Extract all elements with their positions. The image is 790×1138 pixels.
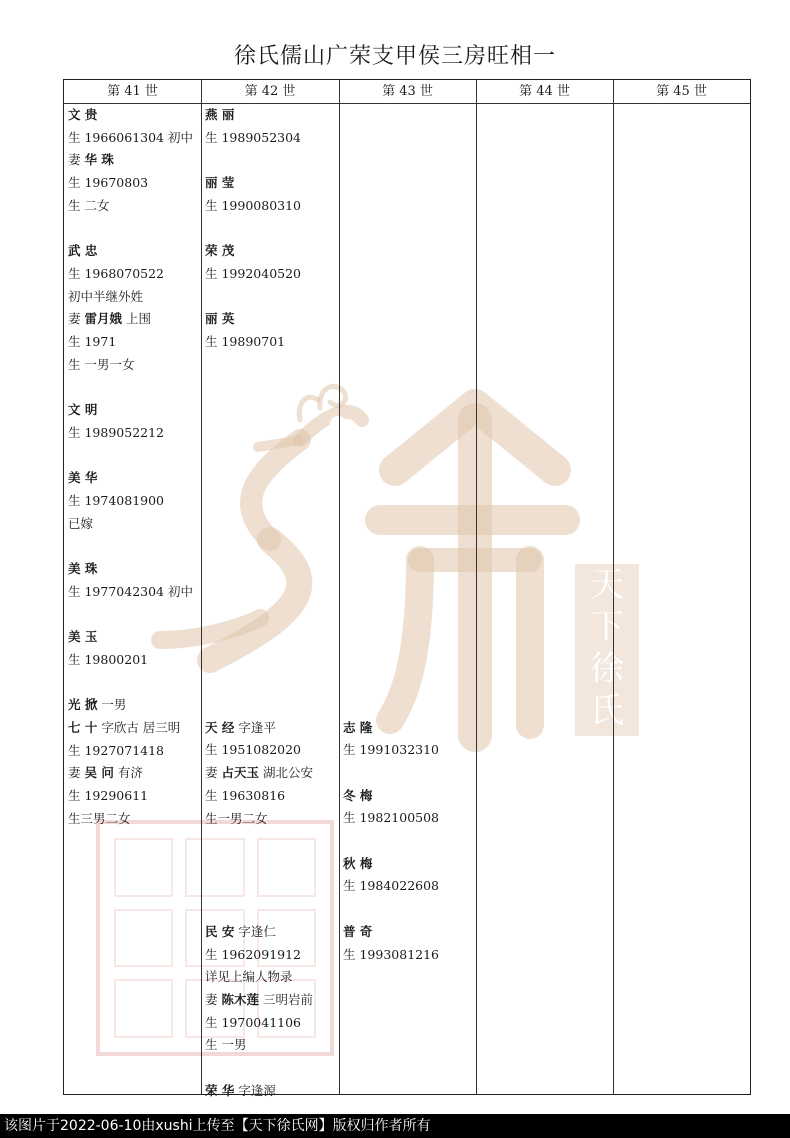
entry-name	[68, 399, 200, 422]
entry-detail: 生 19630816	[205, 787, 286, 803]
spacer	[343, 149, 473, 172]
spacer	[343, 286, 473, 309]
person-name: 华 珠	[84, 152, 114, 168]
entry-detail: 生 1990080310	[205, 197, 302, 213]
spacer	[205, 558, 337, 581]
badge-char: 氏	[590, 691, 624, 731]
spacer	[205, 535, 337, 558]
person-name: 冬 梅	[343, 787, 373, 803]
person-note: 上围	[122, 311, 151, 327]
spacer	[205, 218, 337, 241]
spacer	[343, 467, 473, 490]
entry-name	[68, 717, 200, 740]
spacer	[205, 467, 337, 490]
entry-detail: 生 1927071418	[68, 742, 165, 758]
entry-detail: 生一男二女	[205, 810, 268, 826]
entry-detail: 生 1977042304 初中	[68, 583, 193, 599]
person-name: 荣 茂	[205, 243, 235, 259]
person-name: 美 玉	[68, 629, 98, 645]
spouse-prefix: 妻	[205, 992, 222, 1008]
spacer	[205, 1057, 337, 1080]
person-name: 民 安	[205, 923, 235, 939]
spacer	[343, 580, 473, 603]
entry-detail: 生 1966061304 初中	[68, 129, 193, 145]
entry-detail: 生 1962091912	[205, 946, 302, 962]
footer-copyright: 该图片于2022-06-10由xushi上传至【天下徐氏网】版权归作者所有	[0, 1114, 790, 1138]
person-name: 文 贵	[68, 107, 98, 122]
entry-name	[205, 172, 337, 195]
person-note: 字欣古 居三明	[97, 719, 181, 735]
spacer	[68, 672, 200, 695]
entry-detail: 生 一男	[205, 1037, 247, 1053]
spacer	[343, 263, 473, 286]
person-name: 吴 问	[84, 765, 114, 781]
entry-detail: 生 1971	[68, 334, 117, 350]
spacer	[205, 898, 337, 921]
person-note: 字逢仁	[234, 923, 276, 939]
spacer	[68, 376, 200, 399]
spouse-prefix: 妻	[68, 152, 85, 168]
spacer	[343, 512, 473, 535]
entry-detail: 生 19890701	[205, 333, 286, 349]
badge-char: 下	[590, 607, 624, 647]
entry-name	[68, 694, 200, 717]
column-divider	[476, 80, 477, 1094]
entry-detail: 生 1989052212	[68, 424, 165, 440]
spacer	[68, 218, 200, 241]
spacer	[343, 354, 473, 377]
badge-char: 徐	[590, 649, 624, 689]
spacer	[205, 671, 337, 694]
person-name: 荣 华	[205, 1082, 235, 1098]
entry-detail: 生 1974081900	[68, 492, 165, 508]
spacer	[343, 490, 473, 513]
person-name: 燕 丽	[205, 107, 235, 122]
column-divider	[339, 80, 340, 1094]
person-name: 普 奇	[343, 923, 373, 939]
person-name: 秋 梅	[343, 855, 373, 871]
spacer	[343, 603, 473, 626]
person-name: 雷月娥	[84, 311, 122, 327]
person-note: 三明岩前	[259, 992, 313, 1008]
person-note: 字逢源	[234, 1082, 276, 1098]
person-name: 天 经	[205, 719, 235, 735]
spacer	[343, 830, 473, 853]
column-gen-42	[205, 104, 337, 1103]
entry-name	[343, 853, 473, 876]
entry-name	[68, 308, 200, 331]
person-name: 丽 莹	[205, 175, 235, 191]
person-name: 美 华	[68, 470, 98, 486]
spacer	[205, 444, 337, 467]
person-name: 武 忠	[68, 243, 98, 259]
entry-detail: 生 1968070522	[68, 265, 165, 281]
entry-name	[68, 762, 200, 785]
entry-detail: 生 19670803	[68, 175, 149, 191]
spacer	[343, 308, 473, 331]
spacer	[68, 603, 200, 626]
spacer	[205, 876, 337, 899]
spacer	[205, 581, 337, 604]
entry-detail: 生 19290611	[68, 788, 149, 803]
column-header-43: 第 43 世	[382, 84, 433, 99]
spacer	[68, 445, 200, 468]
entry-detail: 生三男二女	[68, 810, 131, 826]
spacer	[68, 535, 200, 558]
spacer	[343, 399, 473, 422]
entry-name	[68, 104, 200, 127]
entry-name	[343, 921, 473, 944]
spacer	[205, 853, 337, 876]
entry-name	[68, 240, 200, 263]
person-note: 湖北公安	[259, 765, 313, 781]
spacer	[205, 376, 337, 399]
spacer	[343, 558, 473, 581]
entry-detail: 生 一男一女	[68, 356, 135, 372]
spacer	[343, 444, 473, 467]
entry-name	[205, 1080, 337, 1103]
person-name: 光 掀	[68, 697, 98, 713]
page-title: 徐氏儒山广荣支甲侯三房旺相一	[233, 44, 556, 69]
spacer	[343, 104, 473, 127]
column-divider	[613, 80, 614, 1094]
badge-char: 天	[590, 565, 624, 605]
spacer	[343, 376, 473, 399]
entry-name	[205, 717, 337, 740]
column-gen-41	[68, 104, 200, 830]
spacer	[343, 762, 473, 785]
person-name: 七 十	[68, 719, 98, 735]
column-header-44: 第 44 世	[519, 84, 570, 99]
spacer	[343, 626, 473, 649]
spacer	[205, 694, 337, 717]
entry-name	[68, 558, 200, 581]
entry-name	[68, 626, 200, 649]
spacer	[343, 127, 473, 150]
spacer	[343, 649, 473, 672]
entry-detail: 生 1984022608	[343, 878, 440, 894]
spacer	[343, 331, 473, 354]
spacer	[205, 649, 337, 672]
spacer	[205, 603, 337, 626]
column-header-45: 第 45 世	[656, 84, 707, 99]
spacer	[343, 195, 473, 218]
spacer	[205, 830, 337, 853]
column-gen-43	[343, 104, 473, 966]
entry-detail: 详见上编人物录	[205, 969, 293, 985]
entry-detail: 生 1993081216	[343, 946, 440, 962]
spacer	[343, 422, 473, 445]
person-name: 陈木莲	[221, 992, 259, 1008]
entry-detail: 已嫁	[68, 515, 94, 531]
person-name: 丽 英	[205, 311, 235, 327]
entry-name	[205, 104, 337, 127]
spouse-prefix: 妻	[205, 765, 222, 781]
spacer	[343, 694, 473, 717]
entry-detail: 生 二女	[68, 197, 110, 213]
person-name: 志 隆	[343, 719, 373, 735]
entry-name	[343, 785, 473, 808]
entry-name	[205, 308, 337, 331]
entry-name	[68, 467, 200, 490]
spacer	[343, 535, 473, 558]
entry-name	[205, 989, 337, 1012]
entry-detail: 生 1991032310	[343, 742, 440, 758]
column-header-41: 第 41 世	[107, 84, 158, 99]
person-name: 占天玉	[221, 765, 259, 781]
spacer	[205, 490, 337, 513]
entry-name	[205, 240, 337, 263]
spacer	[205, 149, 337, 172]
column-header-42: 第 42 世	[244, 84, 296, 99]
spacer	[205, 513, 337, 536]
spacer	[343, 217, 473, 240]
spacer	[343, 240, 473, 263]
person-note: 字逢平	[234, 719, 276, 735]
entry-detail: 生 1982100508	[343, 810, 440, 826]
spacer	[205, 626, 337, 649]
person-note: 有济	[113, 765, 143, 781]
spacer	[205, 422, 337, 445]
spacer	[343, 898, 473, 921]
spacer	[343, 172, 473, 195]
person-note: 一男	[97, 697, 127, 713]
entry-detail: 初中半继外姓	[68, 288, 144, 304]
spouse-prefix: 妻	[68, 311, 85, 327]
spacer	[343, 671, 473, 694]
entry-name	[68, 149, 200, 172]
entry-detail: 生 1970041106	[205, 1014, 302, 1030]
entry-name	[205, 762, 337, 785]
entry-detail: 生 1951082020	[205, 742, 302, 758]
spouse-prefix: 妻	[68, 765, 85, 781]
spacer	[205, 399, 337, 422]
entry-detail: 生 19800201	[68, 651, 149, 667]
column-divider	[201, 80, 202, 1094]
person-name: 美 珠	[68, 561, 98, 576]
entry-detail: 生 1992040520	[205, 265, 302, 281]
genealogy-table	[63, 79, 751, 1098]
person-name: 文 明	[68, 402, 98, 418]
entry-name	[205, 921, 337, 944]
spacer	[205, 286, 337, 309]
entry-name	[343, 717, 473, 740]
entry-detail: 生 1989052304	[205, 129, 302, 145]
spacer	[205, 354, 337, 377]
